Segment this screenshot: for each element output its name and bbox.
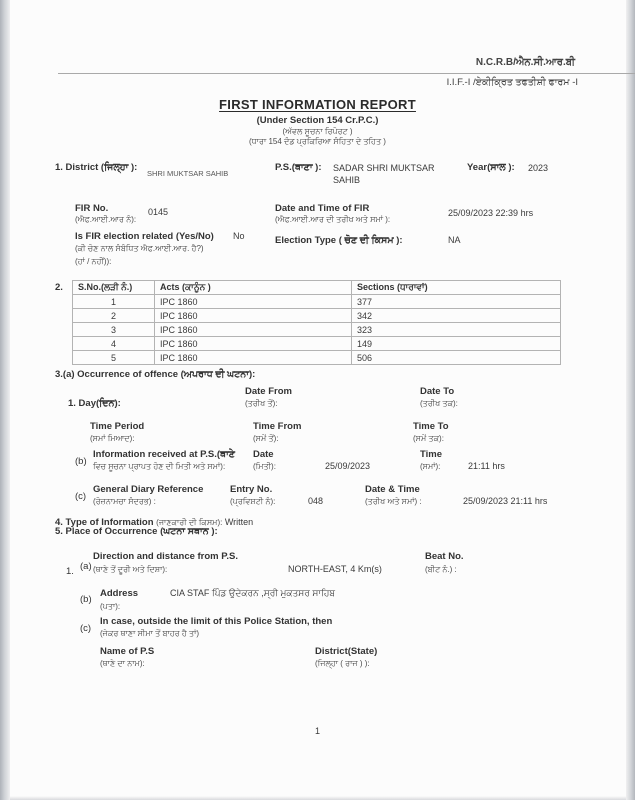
year-label: Year(ਸਾਲ ): xyxy=(467,162,515,173)
title-punjabi: (ਅੱਵਲ ਸੂਚਨਾ ਰਿਪੋਰਟ ) xyxy=(282,127,353,136)
place-c-tag: (c) xyxy=(80,623,92,634)
cell-act: IPC 1860 xyxy=(155,337,352,351)
time-from-label: Time From xyxy=(253,421,302,432)
gd-datetime-punjabi: (ਤਰੀਖ ਅਤੇ ਸਮਾਂ) : xyxy=(365,497,422,506)
ps-value-line1: SADAR SHRI MUKTSAR xyxy=(333,163,435,173)
district-state-punjabi: (ਜਿਲ੍ਹਾ ( ਰਾਜ ) ): xyxy=(315,659,370,668)
district-state-label: District(State) xyxy=(315,646,378,657)
fir-datetime-label: Date and Time of FIR xyxy=(275,203,370,214)
place-of-occurrence-heading: 5. Place of Occurrence (ਘਟਨਾ ਸਥਾਨ ): xyxy=(55,526,218,537)
fir-no-label: FIR No. xyxy=(75,203,109,214)
fir-no-punjabi: (ਐਫ.ਆਈ.ਆਰ ਨੰ): xyxy=(75,215,137,224)
acts-table-header-row xyxy=(73,281,561,295)
table-row xyxy=(73,295,561,309)
election-related-punjabi1: (ਕੀ ਚੋਣ ਨਾਲ ਸੰਬੰਧਿਤ ਐਫ.ਆਈ.ਆਰ. ਹੈ?) xyxy=(75,244,204,253)
cell-section: 323 xyxy=(352,323,561,337)
date-from-punjabi: (ਤਰੀਖ ਤੋਂ): xyxy=(245,399,278,408)
date-from-label: Date From xyxy=(245,386,292,397)
election-related-label: Is FIR election related (Yes/No) xyxy=(75,231,214,242)
cell-sno: 3 xyxy=(73,323,155,337)
type-of-information-value: Written xyxy=(222,517,254,527)
time-period-label: Time Period xyxy=(90,421,145,432)
district-value: SHRI MUKTSAR SAHIB xyxy=(147,169,229,178)
acts-table-body xyxy=(73,295,561,365)
type-of-information-label: 4. Type of Information xyxy=(55,517,157,528)
cell-act: IPC 1860 xyxy=(155,351,352,365)
day-label: 1. Day(ਦਿਨ): xyxy=(68,398,121,409)
election-related-value: No xyxy=(233,231,245,241)
info-time-label: Time xyxy=(420,449,443,460)
year-value: 2023 xyxy=(528,163,549,173)
under-section-subtitle: (Under Section 154 Cr.P.C.) xyxy=(256,115,379,126)
table-row xyxy=(73,323,561,337)
col-header-sections: Sections (ਧਾਰਾਵਾਂ) xyxy=(352,281,561,295)
cell-sno: 5 xyxy=(73,351,155,365)
cell-act: IPC 1860 xyxy=(155,323,352,337)
time-to-label: Time To xyxy=(413,421,449,432)
cell-sno: 1 xyxy=(73,295,155,309)
district-label: 1. District (ਜਿਲ੍ਹਾ ): xyxy=(55,162,138,173)
col-header-acts: Acts (ਕਾਨੂੰਨ ) xyxy=(155,281,352,295)
beat-no-label: Beat No. xyxy=(425,551,464,562)
address-label: Address xyxy=(100,588,139,599)
date-to-label: Date To xyxy=(420,386,455,397)
paper-bottom-edge xyxy=(10,796,626,800)
type-of-information-punjabi: (ਜਾਣਕਾਰੀ ਦੀ ਕਿਸਮ): xyxy=(156,518,223,527)
time-from-punjabi: (ਸਮੇਂ ਤੋਂ): xyxy=(253,434,279,443)
table-row xyxy=(73,337,561,351)
page-number: 1 xyxy=(314,726,320,736)
fir-no-value: 0145 xyxy=(148,207,169,217)
election-type-label: Election Type ( ਚੋਣ ਦੀ ਕਿਸਮ ): xyxy=(275,235,403,246)
place-a-tag: (a) xyxy=(80,561,92,572)
ncrb-header: N.C.R.B/ਐਨ.ਸੀ.ਆਰ.ਬੀ xyxy=(475,57,575,68)
place-b-tag: (b) xyxy=(80,594,92,605)
beat-no-punjabi: (ਬੀਟ ਨੰ.) : xyxy=(425,565,457,574)
gd-entry-punjabi: (ਪ੍ਰਵਿਸ਼ਟੀ ਨੰ): xyxy=(230,497,276,506)
info-time-value: 21:11 hrs xyxy=(468,461,505,471)
cell-section: 377 xyxy=(352,295,561,309)
cell-section: 506 xyxy=(352,351,561,365)
ps-value-line2: SAHIB xyxy=(333,175,361,185)
gd-datetime-value: 25/09/2023 21:11 hrs xyxy=(463,496,548,506)
cell-section: 342 xyxy=(352,309,561,323)
ps-name-punjabi: (ਥਾਣੇ ਦਾ ਨਾਮ): xyxy=(100,659,145,668)
date-to-punjabi: (ਤਰੀਖ ਤਕ): xyxy=(420,399,458,408)
outside-limit-label: In case, outside the limit of this Police Station, then xyxy=(100,616,333,627)
election-type-value: NA xyxy=(448,235,461,245)
address-punjabi: (ਪਤਾ): xyxy=(100,602,121,611)
col-header-sno: S.No.(ਲੜੀ ਨੰ.) xyxy=(73,281,155,295)
acts-table-number: 2. xyxy=(55,282,63,293)
info-received-tag: (b) xyxy=(75,456,87,467)
cell-section: 149 xyxy=(352,337,561,351)
fir-datetime-value: 25/09/2023 22:39 hrs xyxy=(448,208,534,218)
gd-tag: (c) xyxy=(75,491,87,502)
gd-label: General Diary Reference xyxy=(93,484,204,495)
occurrence-heading: 3.(a) Occurrence of offence (ਅਪਰਾਧ ਦੀ ਘਟਨਾ): xyxy=(55,369,256,380)
gd-label-punjabi: (ਰੋਜ਼ਨਾਮਚਾ ਸੰਦਰਭ) : xyxy=(93,497,156,506)
ps-name-label: Name of P.S xyxy=(100,646,155,657)
direction-value: NORTH-EAST, 4 Km(s) xyxy=(288,564,382,574)
cell-act: IPC 1860 xyxy=(155,309,352,323)
section-punjabi: (ਧਾਰਾ 154 ਦੰਡ ਪ੍ਰਕਿਰਿਆ ਸੰਹਿਤਾ ਦੇ ਤਹਿਤ ) xyxy=(249,137,386,146)
gd-entry-label: Entry No. xyxy=(230,484,273,495)
gd-entry-value: 048 xyxy=(308,496,324,506)
ps-label: P.S.(ਥਾਣਾ ): xyxy=(275,162,322,173)
info-received-label-line2: ਵਿਚ ਸੂਚਨਾ ਪ੍ਰਾਪਤ ਹੋਣ ਦੀ ਮਿਤੀ ਅਤੇ ਸਮਾਂ): xyxy=(93,462,226,471)
address-value: CIA STAF ਪਿੰਡ ਉਦੇਕਰਨ ,ਸ੍ਰੀ ਮੁਕਤਸਰ ਸਾਹਿਬ xyxy=(170,588,335,598)
iif-header: I.I.F.-I /ਏਕੀਕ੍ਰਿਤ ਤਫਤੀਸ਼ੀ ਫਾਰਮ -I xyxy=(446,77,578,88)
cell-sno: 4 xyxy=(73,337,155,351)
election-related-punjabi2: (ਹਾਂ / ਨਹੀਂ)): xyxy=(75,257,112,266)
info-time-punjabi: (ਸਮਾਂ): xyxy=(420,462,441,471)
fir-datetime-punjabi: (ਐਫ.ਆਈ.ਆਰ ਦੀ ਤਰੀਖ ਅਤੇ ਸਮਾਂ ): xyxy=(275,215,391,224)
info-date-punjabi: (ਮਿਤੀ): xyxy=(253,462,276,471)
acts-sections-table xyxy=(72,280,561,365)
header-rule xyxy=(58,73,635,74)
info-received-label-line1: Information received at P.S.(ਥਾਣੇ xyxy=(93,449,235,460)
table-row xyxy=(73,309,561,323)
outside-limit-punjabi: (ਜੇਕਰ ਥਾਣਾ ਸੀਮਾ ਤੋਂ ਬਾਹਰ ਹੈ ਤਾਂ) xyxy=(100,629,200,638)
place-item-number: 1. xyxy=(66,566,74,577)
info-date-value: 25/09/2023 xyxy=(325,461,371,471)
cell-sno: 2 xyxy=(73,309,155,323)
time-to-punjabi: (ਸਮੇਂ ਤਕ): xyxy=(413,434,444,443)
page-title: FIRST INFORMATION REPORT xyxy=(219,97,416,112)
table-row xyxy=(73,351,561,365)
direction-punjabi: (ਥਾਣੇ ਤੋਂ ਦੂਰੀ ਅਤੇ ਦਿਸ਼ਾ): xyxy=(93,565,168,574)
time-period-punjabi: (ਸਮਾਂ ਮਿਆਦ): xyxy=(90,434,135,443)
info-date-label: Date xyxy=(253,449,274,460)
direction-label: Direction and distance from P.S. xyxy=(93,551,239,562)
gd-datetime-label: Date & Time xyxy=(365,484,420,495)
cell-act: IPC 1860 xyxy=(155,295,352,309)
